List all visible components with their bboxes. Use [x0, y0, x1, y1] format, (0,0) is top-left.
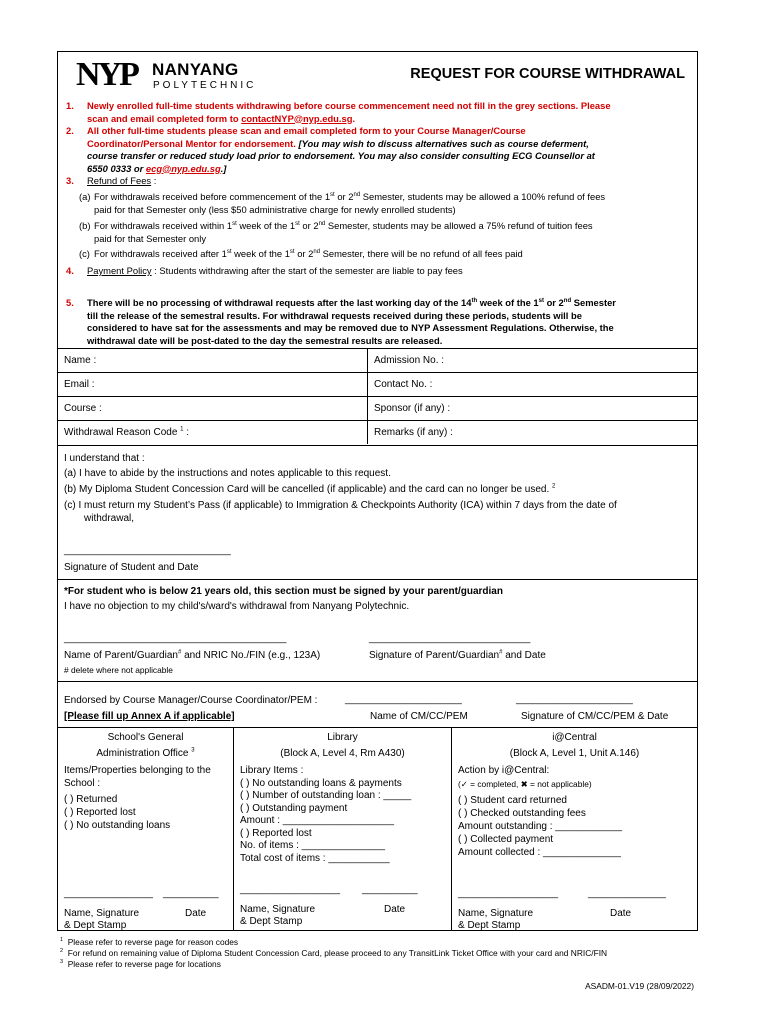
parent-name-label: Name of Parent/Guardian# and NRIC No./FIN (e.g., 123A): [64, 649, 321, 661]
icentral-option-card-returned[interactable]: ( ) Student card returned: [458, 795, 567, 806]
library-amount-field[interactable]: Amount : ____________________: [240, 815, 395, 826]
parent-signature-line[interactable]: _____________________________: [369, 633, 531, 644]
admin-date-line[interactable]: __________: [163, 888, 219, 899]
icentral-column: i@Central (Block A, Level 1, Unit A.146) Action by i@Central: (✓ = completed, ✖ = not applicable) ( ) Student card returned ( ) Checked outstanding fees Amount outstanding : ____________ ( ) Collected payment Amount collected : ______________ __________________ ______________ Name, Signature Date & Dept Stamp: [458, 732, 666, 931]
logo-subtitle: POLYTECHNIC: [153, 80, 257, 91]
logo-mark: NYP: [76, 56, 137, 93]
footnote-3: $^3$ Please refer to reverse page for locations: [60, 959, 221, 969]
sponsor-field[interactable]: Sponsor (if any) :: [374, 403, 451, 414]
footnote-1: $^1$ Please refer to reverse page for reason codes: [60, 937, 239, 947]
endorsement-section: Endorsed by Course Manager/Course Coordinator/PEM : _____________________ _____________________ [Please fill up Annex A if applicable] Name of CM/CC/PEM Signature of CM/CC/PEM & Date: [58, 681, 697, 729]
document-title: REQUEST FOR COURSE WITHDRAWAL: [410, 66, 685, 82]
library-option-no-loans[interactable]: ( ) No outstanding loans & payments: [240, 778, 402, 789]
clearance-section: [58, 727, 697, 931]
library-date-line[interactable]: __________: [362, 884, 418, 895]
contact-no-field[interactable]: Contact No. :: [374, 379, 433, 390]
student-declaration: I understand that : (a) I have to abide by the instructions and notes applicable to this request. (b) My Diploma Student Concession Card will be cancelled (if applicable) and the card can no longer be used. $^2$ (c) I must return my Student’s Pass (if applicable) to Immigration & Checkpoints Authority (ICA) within 7 days from the date of withdrawal, ______________________________ Signature of Student and Date: [58, 445, 697, 580]
library-signature-line[interactable]: __________________: [240, 884, 341, 895]
course-field[interactable]: Course :: [58, 397, 368, 420]
contact-email-link[interactable]: contactNYP@nyp.edu.sg: [241, 112, 353, 124]
email-field[interactable]: Email :: [58, 373, 368, 396]
student-signature-label: Signature of Student and Date: [64, 562, 199, 573]
icentral-date-line[interactable]: ______________: [588, 888, 666, 899]
admin-signature-line[interactable]: ________________: [64, 888, 153, 899]
icentral-amount-outstanding-field[interactable]: Amount outstanding : ____________: [458, 821, 623, 832]
remarks-field[interactable]: Remarks (if any) :: [374, 427, 453, 438]
nyp-logo: [76, 58, 266, 94]
parent-signature-label: Signature of Parent/Guardian# and Date: [369, 649, 546, 661]
ecg-email-link[interactable]: ecg@nyp.edu.sg: [145, 162, 221, 174]
footnote-2: $^2$ For refund on remaining value of Diploma Student Concession Card, please proceed to any TransitLink Ticket Office with your card and NRIC/FIN: [60, 948, 608, 958]
logo-name: NANYANG: [152, 60, 239, 79]
admin-option-reported-lost[interactable]: ( ) Reported lost: [64, 807, 136, 818]
library-option-reported-lost[interactable]: ( ) Reported lost: [240, 828, 312, 839]
withdrawal-reason-field[interactable]: Withdrawal Reason Code $^1$ :: [58, 421, 368, 444]
admin-option-returned[interactable]: ( ) Returned: [64, 794, 118, 805]
library-items-count-field[interactable]: No. of items : _______________: [240, 840, 386, 851]
admin-office-column: School's General Administration Office $^3$ Items/Properties belonging to the School : ( ) Returned ( ) Reported lost ( ) No outstanding loans ________________ __________ Name, Signature Date & Dept Stamp: [58, 728, 234, 931]
icentral-option-checked-fees[interactable]: ( ) Checked outstanding fees: [458, 808, 586, 819]
header: [58, 52, 697, 98]
library-total-cost-field[interactable]: Total cost of items : ___________: [240, 853, 390, 864]
delete-note: # delete where not applicable: [64, 665, 173, 675]
icentral-signature-line[interactable]: __________________: [458, 888, 559, 899]
admission-no-field[interactable]: Admission No. :: [374, 355, 445, 366]
icentral-amount-collected-field[interactable]: Amount collected : ______________: [458, 847, 621, 858]
library-option-outstanding-loan[interactable]: ( ) Number of outstanding loan : _____: [240, 790, 412, 801]
parent-section: *For student who is below 21 years old, this section must be signed by your parent/guardian I have no objection to my child's/ward's withdrawal from Nanyang Polytechnic. ________________________________________ _____________________________ Name of Parent/Guardian# and NRIC No./FIN (e.g., 123A) Signature of Parent/Guardian# and Date # delete where not applicable: [58, 579, 697, 681]
form-page: NYP NANYANG POLYTECHNIC REQUEST FOR COURSE WITHDRAWAL 1. Newly enrolled full-time students withdrawing before course commencement need not fill in the grey sections. Please scan and email completed form to contactNYP@nyp.edu.sg. 2. All other full-time students please scan and email completed form to your Course Manager/Course Coordinator/Personal Mentor for endorsement. [You may wish to discuss alternatives such as course deferment, course transfer or reduced study load prior to endorsement. You may also consider consulting ECG Counsellor at 6550 0333 or ecg@nyp.edu.sg.] 3. Refund of Fees : (a) For withdrawals received before commencement of the 1st or 2nd Semester, students may be allowed a 100% refund of fees paid for that Semester only (less $50 administrative charge for newly enrolled students) (b) For withdrawals received within 1st week of the 1st or 2nd Semester, students may be allowed a 75% refund of tuition fees paid for that Semester only (c) For withdrawals received after 1st week of the 1st or 2nd Semester, there will be no refund of all fees paid 4. Payment Policy : Students withdrawing after the start of the semester are liable to pay fees 5. There will be no processing of withdrawal requests after the last working day of the 14th week of the 1st or 2nd Semester till the release of the semestral results. For withdrawal requests received during these periods, students will be considered to have sat for the assessments and may be removed due to NYP Assessment Regulations. Otherwise, the withdrawal date will be post-dated to the day the semestral results are released. Name : Admission No. : Email : Contact No. : Course : Sponsor (if any) : Withdrawal Reason Code $^1$ : Remarks (if any) : I understand that : (a) I have to abide by the instructions and notes applicable to this request. (b) My Diploma Student Concession Card will be cancelled (if applicable) and the card can no longer be used. $^2$ (c) I must return my Student’s Pass (if applicable) to Immigration & Checkpoints Authority (ICA) within 7 days from the date of withdrawal, ______________________________ Signature of Student and Date *For student who is below 21 years old, this section must be signed by your parent/guardian I have no objection to my child's/ward's withdrawal from Nanyang Polytechnic. ________________________________________ _____________________________ Name of Parent/Guardian# and NRIC No./FIN (e.g., 123A) Signature of Parent/Guardian# and Date # delete where not applicable Endorsed by Course Manager/Course Coordinator/PEM : _____________________ _____________________ [Please fill up Annex A if applicable] Name of CM/CC/PEM Signature of CM/CC/PEM & Date School's General Administration Office $^3$ Items/Properties belonging to the School : ( ) Returned ( ) Reported lost ( ) No outstanding loans ________________ __________ Name, Signature Date & Dept Stamp Library (Block A, Level 4, Rm A430) Library Items : ( ) No outstanding loans & payments ( ) Number of outstanding loan : _____ ( ) Outstanding payment Amount : ____________________ ( ) Reported lost No. of items : _______________ Total cost of items : ___________ __________________ __________ Name, Signature Date & Dept Stamp i@Central (Block A, Level 1, Unit A.146) Action by i@Central: (✓ = completed, ✖ = not applicable) ( ) Student card returned ( ) Checked outstanding fees Amount outstanding : ____________ ( ) Collected payment Amount collected : ______________ __________________ ______________ Name, Signature Date & Dept Stamp: [57, 51, 698, 931]
endorser-signature-line[interactable]: _____________________: [516, 694, 633, 705]
library-option-outstanding-payment[interactable]: ( ) Outstanding payment: [240, 803, 348, 814]
student-signature-line[interactable]: ______________________________: [64, 545, 231, 556]
admin-option-no-loans[interactable]: ( ) No outstanding loans: [64, 820, 171, 831]
form-version: ASADM-01.V19 (28/09/2022): [585, 981, 694, 991]
endorser-name-line[interactable]: _____________________: [345, 694, 462, 705]
icentral-option-collected-payment[interactable]: ( ) Collected payment: [458, 834, 554, 845]
name-field[interactable]: Name :: [58, 349, 368, 372]
parent-name-line[interactable]: ________________________________________: [64, 633, 287, 644]
library-column: Library (Block A, Level 4, Rm A430) Library Items : ( ) No outstanding loans & payments ( ) Number of outstanding loan : _____ ( ) Outstanding payment Amount : ____________________ ( ) Reported lost No. of items : _______________ Total cost of items : ___________ __________________ __________ Name, Signature Date & Dept Stamp: [234, 728, 452, 931]
annex-note: [Please fill up Annex A if applicable]: [64, 711, 235, 722]
